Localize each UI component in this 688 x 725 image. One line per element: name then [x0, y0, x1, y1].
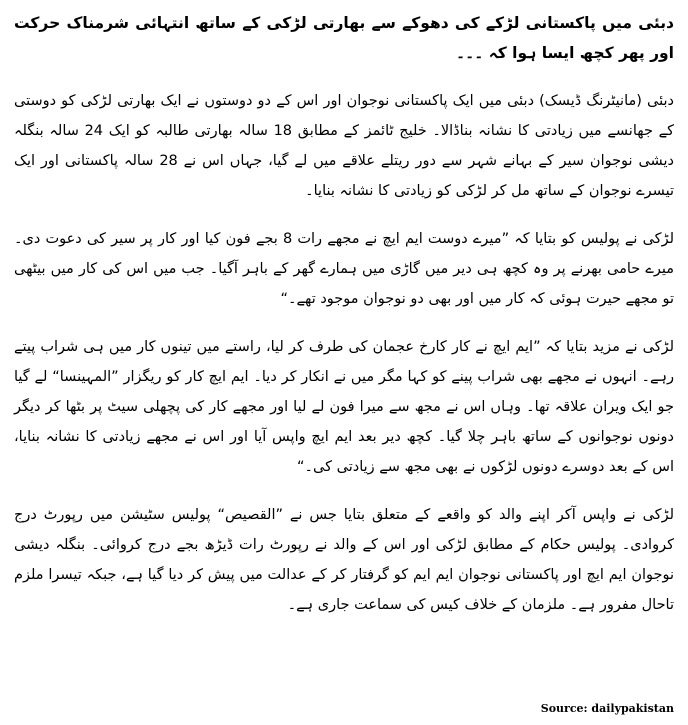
article-paragraph-1: دبئی (مانیٹرنگ ڈیسک) دبئی میں ایک پاکستانی نوجوان اور اس کے دو دوستوں نے ایک بھارتی لڑکی کو دوستی کے جھانسے میں زیادتی کا نشانہ بناڈالا۔ خلیج ٹائمز کے مطابق 18 سالہ بھارتی طالبہ کو ایک 24 سالہ بنگلہ دیشی نوجوان سیر کے بہانے شہر سے دور ریتلے علاقے میں لے گیا، جہاں اس نے 28 سالہ پاکستانی اور ایک تیسرے نوجوان کے ساتھ مل کر لڑکی کو زیادتی کا نشانہ بنایا۔: [14, 93, 674, 199]
article-headline: دبئی میں پاکستانی لڑکے کی دھوکے سے بھارتی لڑکی کے ساتھ انتہائی شرمناک حرکت اور پھر کچھ ایسا ہوا کہ ۔۔۔: [14, 14, 674, 62]
article: [14, 8, 674, 638]
article-paragraph-4: لڑکی نے واپس آکر اپنے والد کو واقعے کے متعلق بتایا جس نے ”القصیص“ پولیس سٹیشن میں رپورٹ درج کروادی۔ پولیس حکام کے مطابق لڑکی اور اس کے والد نے رپورٹ رات ڈیڑھ بجے درج کروائی۔ بنگلہ دیشی نوجوان ایم ایچ اور پاکستانی نوجوان ایم ایم کو گرفتار کر کے عدالت میں پیش کر دیا گیا ہے، جبکہ تیسرا ملزم تاحال مفرور ہے۔ ملزمان کے خلاف کیس کی سماعت جاری ہے۔: [14, 507, 674, 613]
article-paragraph-3: لڑکی نے مزید بتایا کہ ”ایم ایچ نے کار کارخ عجمان کی طرف کر لیا، راستے میں تینوں کار میں ہی شراب پیتے رہے۔ انہوں نے مجھے بھی شراب پینے کو کہا مگر میں نے انکار کر دیا۔ ایم ایچ کار کو ریگزار ”المہینسا“ لے گیا جو ایک ویران علاقہ تھا۔ وہاں اس نے مجھ سے میرا فون لے لیا اور مجھے کار کی پچھلی سیٹ پر بٹھا کر دیگر دونوں نوجوانوں کے ساتھ باہر چلا گیا۔ کچھ دیر بعد ایم ایچ واپس آیا اور اس نے مجھے زیادتی کا نشانہ بنایا، اس کے بعد دوسرے دونوں لڑکوں نے بھی مجھ سے زیادتی کی۔“: [14, 339, 674, 475]
article-paragraph-2: لڑکی نے پولیس کو بتایا کہ ”میرے دوست ایم ایچ نے مجھے رات 8 بجے فون کیا اور کار پر سیر کی دعوت دی۔ میرے حامی بھرنے پر وہ کچھ ہی دیر میں گاڑی میں ہمارے گھر کے باہر آگیا۔ جب میں اس کی کار میں بیٹھی تو مجھے حیرت ہوئی کہ کار میں اور بھی دو نوجوان موجود تھے۔“: [14, 231, 674, 307]
source-credit: Source: dailypakistan: [540, 702, 674, 715]
